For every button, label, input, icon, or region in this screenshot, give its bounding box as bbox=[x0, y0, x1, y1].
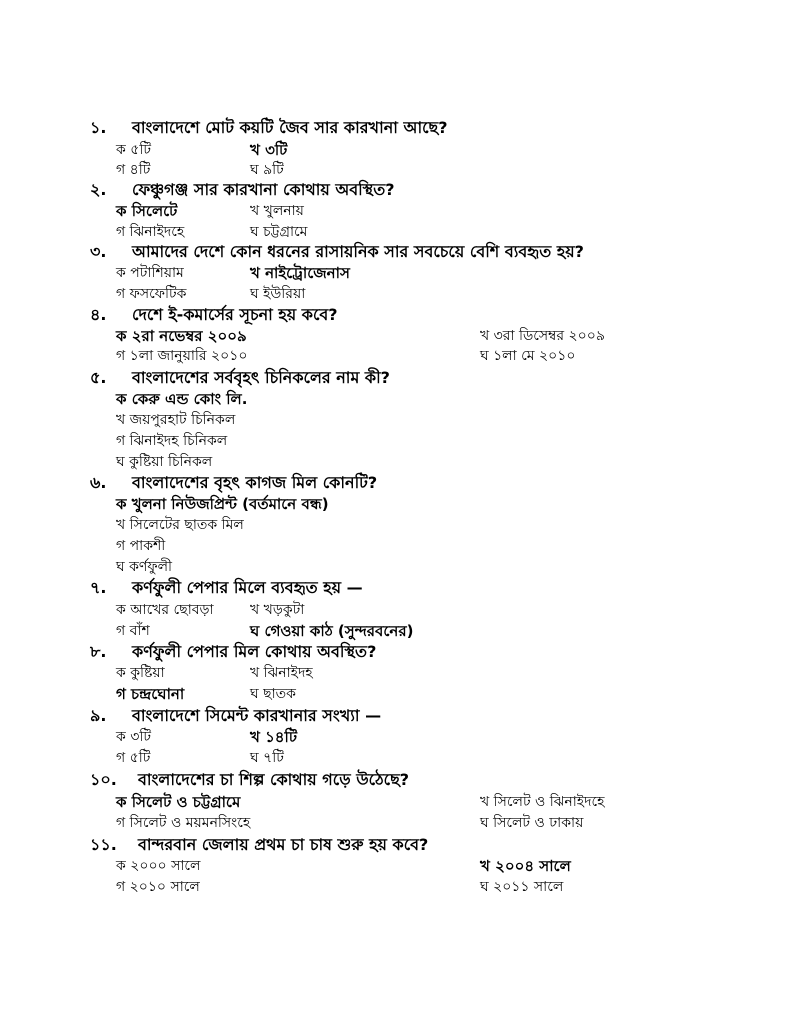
option-ka-answer: ক সিলেট ও চট্টগ্রামে bbox=[116, 793, 241, 811]
question-number: ৫. bbox=[90, 368, 107, 387]
question-text: কর্ণফুলী পেপার মিল কোথায় অবস্থিত? bbox=[132, 642, 377, 661]
question-number: ৪. bbox=[90, 305, 107, 324]
option-kha-answer: খ ২০০৪ সালে bbox=[480, 857, 571, 875]
option-ka: ক ৫টি bbox=[116, 142, 151, 158]
option-gha: ঘ সিলেট ও ঢাকায় bbox=[480, 815, 584, 831]
option-ga: গ ঝিনাইদহ চিনিকল bbox=[116, 433, 228, 449]
option-ka-answer: ক কেরু এন্ড কোং লি. bbox=[116, 390, 248, 408]
option-ka-answer: ক ২রা নভেম্বর ২০০৯ bbox=[116, 327, 247, 345]
option-ga: গ ৪টি bbox=[116, 162, 151, 178]
option-gha: ঘ ইউরিয়া bbox=[250, 286, 306, 302]
question-number: ৮. bbox=[90, 642, 107, 661]
option-ka: ক পটাশিয়াম bbox=[116, 265, 184, 281]
option-ga: গ ১লা জানুয়ারি ২০১০ bbox=[116, 348, 248, 364]
option-kha: খ ৩রা ডিসেম্বর ২০০৯ bbox=[480, 328, 605, 344]
question-text: বান্দরবান জেলায় প্রথম চা চাষ শুরু হয় কবে? bbox=[138, 835, 429, 854]
option-ka: ক ৩টি bbox=[116, 729, 151, 745]
option-kha: খ খুলনায় bbox=[250, 203, 304, 219]
question-text: বাংলাদেশে সিমেন্ট কারখানার সংখ্যা — bbox=[132, 706, 382, 725]
option-ka: ক আখের ছোবড়া bbox=[116, 602, 214, 618]
option-ga: গ ২০১০ সালে bbox=[116, 879, 200, 895]
option-gha: ঘ ৭টি bbox=[250, 750, 284, 766]
option-gha: ঘ ছাতক bbox=[250, 686, 296, 702]
question-number: ৬. bbox=[90, 473, 107, 492]
option-kha: খ জয়পুরহাট চিনিকল bbox=[116, 412, 236, 428]
option-ka: ক কুষ্টিয়া bbox=[116, 665, 165, 681]
question-text: বাংলাদেশে মোট কয়টি জৈব সার কারখানা আছে? bbox=[132, 118, 448, 137]
option-gha-answer: ঘ গেওয়া কাঠ (সুন্দরবনের) bbox=[250, 622, 414, 640]
option-ga: গ ফসফেটিক bbox=[116, 286, 187, 302]
question-text: কর্ণফুলী পেপার মিলে ব্যবহৃত হয় — bbox=[132, 578, 363, 597]
option-kha: খ সিলেট ও ঝিনাইদহে bbox=[480, 794, 605, 810]
question-number: ১. bbox=[90, 118, 107, 137]
option-ka: ক ২০০০ সালে bbox=[116, 858, 201, 874]
option-gha: ঘ ২০১১ সালে bbox=[480, 879, 564, 895]
question-number: ৯. bbox=[90, 706, 107, 725]
option-ga: গ সিলেট ও ময়মনসিংহে bbox=[116, 815, 251, 831]
option-kha-answer: খ ৩টি bbox=[250, 141, 288, 159]
question-number: ২. bbox=[90, 180, 107, 199]
option-gha: ঘ কুষ্টিয়া চিনিকল bbox=[116, 454, 213, 470]
option-ga-answer: গ চন্দ্রঘোনা bbox=[116, 685, 185, 703]
question-text: ফেঞ্চুগঞ্জ সার কারখানা কোথায় অবস্থিত? bbox=[132, 180, 395, 199]
option-ga: গ বাঁশ bbox=[116, 623, 150, 639]
question-text: বাংলাদেশের বৃহৎ কাগজ মিল কোনটি? bbox=[132, 473, 378, 492]
option-kha-answer: খ ১৪টি bbox=[250, 728, 298, 746]
question-text: বাংলাদেশের চা শিল্প কোথায় গড়ে উঠেছে? bbox=[138, 770, 410, 789]
question-number: ৭. bbox=[90, 578, 107, 597]
option-gha: ঘ কর্ণফুলী bbox=[116, 559, 173, 575]
question-number: ১০. bbox=[90, 770, 117, 789]
option-gha: ঘ ৯টি bbox=[250, 162, 284, 178]
option-ka-answer: ক খুলনা নিউজপ্রিন্ট (বর্তমানে বন্ধ) bbox=[116, 495, 329, 513]
option-ga: গ পাকশী bbox=[116, 538, 166, 554]
question-number: ১১. bbox=[90, 835, 117, 854]
option-gha: ঘ ১লা মে ২০১০ bbox=[480, 348, 576, 364]
option-kha-answer: খ নাইট্রোজেনাস bbox=[250, 264, 350, 282]
question-text: আমাদের দেশে কোন ধরনের রাসায়নিক সার সবচেয়ে বেশি ব্যবহৃত হয়? bbox=[132, 242, 584, 261]
option-kha: খ খড়কুটা bbox=[250, 602, 305, 618]
option-kha: খ ঝিনাইদহ bbox=[250, 665, 313, 681]
question-number: ৩. bbox=[90, 242, 107, 261]
question-text: বাংলাদেশের সর্ববৃহৎ চিনিকলের নাম কী? bbox=[132, 368, 390, 387]
option-kha: খ সিলেটের ছাতক মিল bbox=[116, 517, 244, 533]
option-gha: ঘ চট্টগ্রামে bbox=[250, 224, 308, 240]
option-ka-answer: ক সিলেটে bbox=[116, 202, 178, 220]
question-text: দেশে ই-কমার্সের সূচনা হয় কবে? bbox=[132, 305, 338, 324]
option-ga: গ ঝিনাইদহে bbox=[116, 224, 185, 240]
option-ga: গ ৫টি bbox=[116, 750, 151, 766]
